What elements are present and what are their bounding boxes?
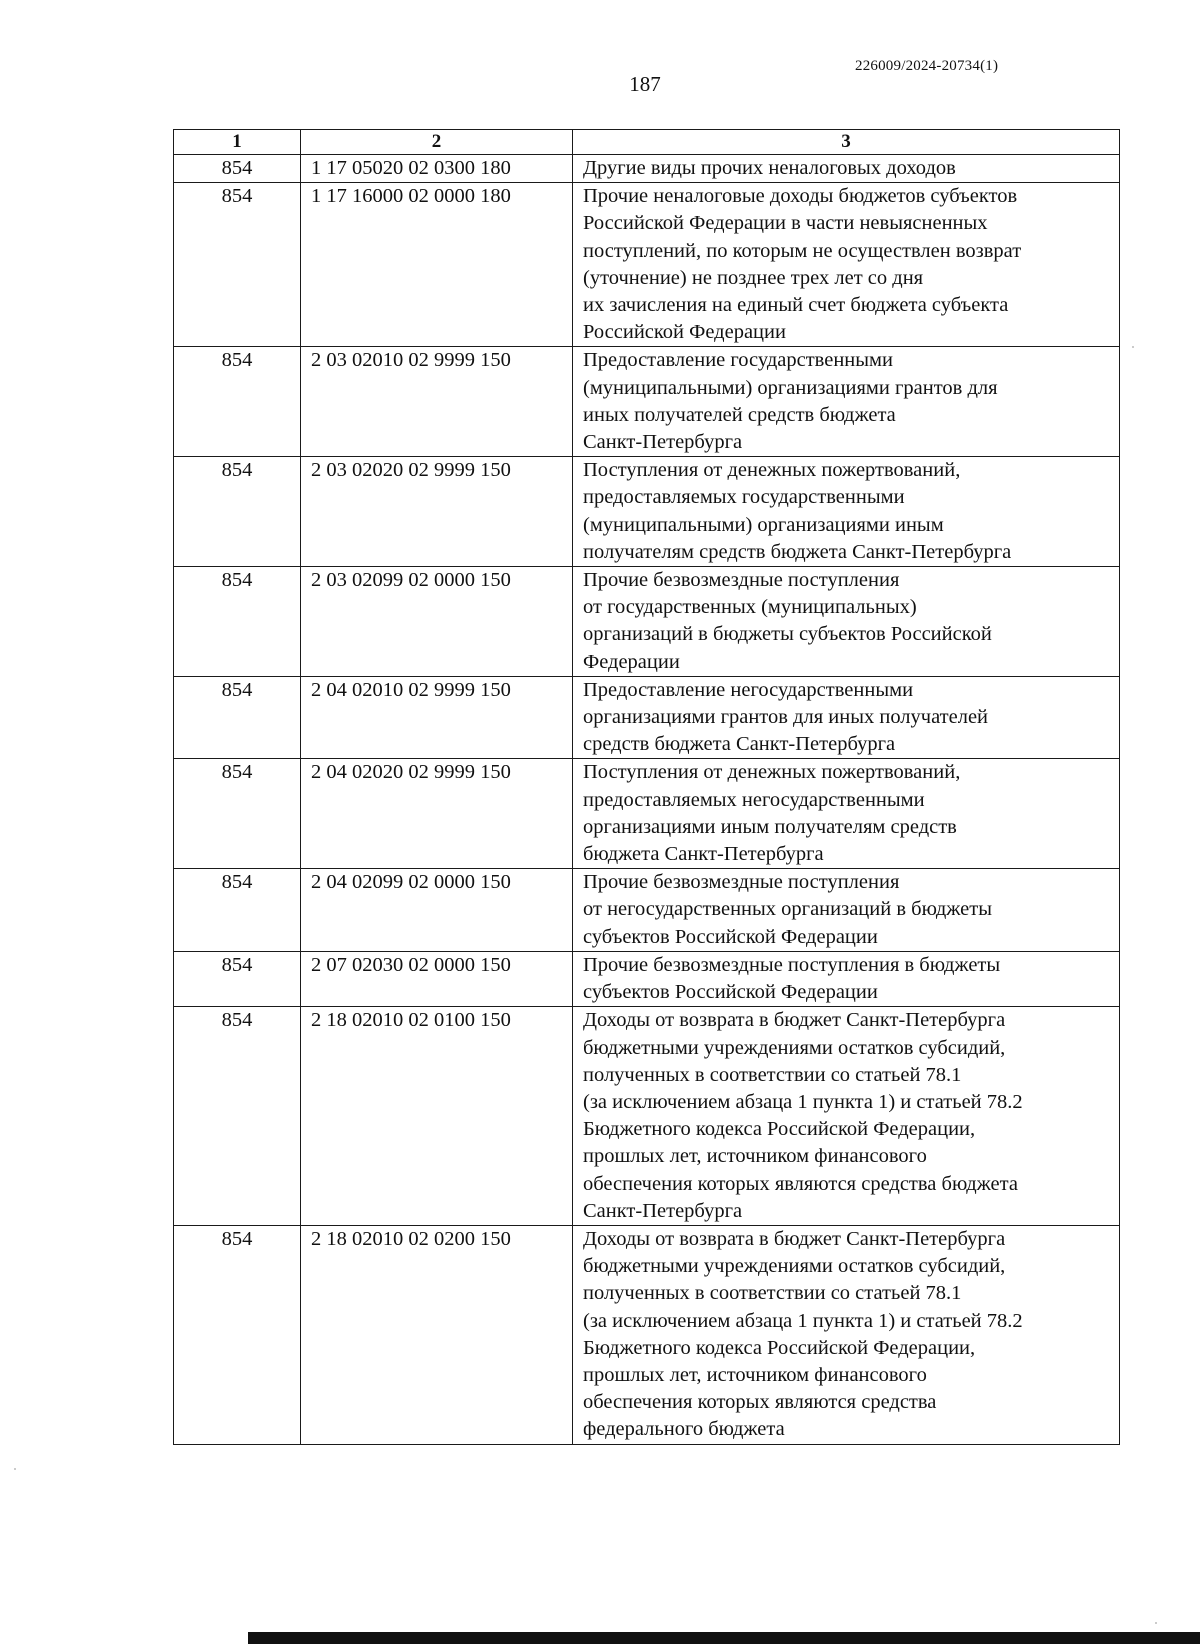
revenue-name-cell [573, 567, 1120, 677]
admin-code-cell: 854 [174, 759, 301, 869]
budget-code-cell: 2 03 02010 02 9999 150 [301, 347, 573, 457]
table-row [174, 1225, 1120, 1444]
revenue-name-cell [573, 457, 1120, 567]
revenue-name-line: Доходы от возврата в бюджет Санкт-Петербурга [583, 1009, 1006, 1032]
table-header-row [174, 130, 1120, 155]
revenue-name-line: (муниципальными) организациями иным [583, 513, 944, 536]
revenue-name-cell [573, 759, 1120, 869]
revenue-name-line: Бюджетного кодекса Российской Федерации, [583, 1118, 976, 1141]
revenue-name-line: Российской Федерации [583, 321, 786, 344]
admin-code-cell: 854 [174, 347, 301, 457]
revenue-name-line: предоставляемых негосударственными [583, 788, 925, 811]
page-number: 187 [629, 72, 661, 96]
scan-edge-bar [248, 1632, 1200, 1644]
budget-code-cell: 2 18 02010 02 0100 150 [301, 1007, 573, 1226]
table-row [174, 155, 1120, 183]
revenue-name-line: Бюджетного кодекса Российской Федерации, [583, 1336, 976, 1359]
admin-code-cell: 854 [174, 567, 301, 677]
table-header [174, 130, 1120, 155]
revenue-name-line: от государственных (муниципальных) [583, 596, 917, 619]
revenue-name-line: прошлых лет, источником финансового [583, 1363, 927, 1386]
revenue-name-line: федерального бюджета [583, 1418, 785, 1441]
revenue-name-cell [573, 869, 1120, 952]
revenue-name-cell [573, 676, 1120, 759]
column-header-1: 1 [174, 130, 301, 155]
budget-code-cell: 2 04 02099 02 0000 150 [301, 869, 573, 952]
revenue-name-line: Поступления от денежных пожертвований, [583, 761, 961, 784]
revenue-name-line: поступлений, по которым не осуществлен возврат [583, 239, 1022, 262]
revenue-name-line: полученных в соответствии со статьей 78.1 [583, 1063, 962, 1086]
table-row [174, 1007, 1120, 1226]
revenue-name-line: Прочие безвозмездные поступления [583, 871, 900, 894]
revenue-name-line: Прочие безвозмездные поступления в бюджеты [583, 953, 1001, 976]
revenue-name-line: обеспечения которых являются средства бюджета [583, 1172, 1018, 1195]
revenue-name-line: организациями иным получателям средств [583, 815, 957, 838]
revenue-name-line: Предоставление государственными [583, 349, 893, 372]
table-row [174, 869, 1120, 952]
admin-code-cell: 854 [174, 183, 301, 347]
table-row [174, 676, 1120, 759]
revenue-name-line: Предоставление негосударственными [583, 678, 914, 701]
revenue-name-line: (за исключением абзаца 1 пункта 1) и статьей 78.2 [583, 1309, 1023, 1332]
table-row [174, 183, 1120, 347]
revenue-name-line: Прочие неналоговые доходы бюджетов субъектов [583, 185, 1018, 208]
revenue-name-line: Прочие безвозмездные поступления [583, 569, 900, 592]
revenue-name-cell [573, 1007, 1120, 1226]
document-registration-number: 226009/2024-20734(1) [855, 58, 999, 74]
revenue-name-line: Другие виды прочих неналоговых доходов [583, 157, 956, 179]
revenue-name-cell [573, 951, 1120, 1006]
column-header-3: 3 [573, 130, 1120, 155]
budget-code-cell: 2 03 02020 02 9999 150 [301, 457, 573, 567]
budget-code-cell: 2 18 02010 02 0200 150 [301, 1225, 573, 1444]
table-row [174, 567, 1120, 677]
table-row [174, 951, 1120, 1006]
revenue-name-line: организациями грантов для иных получателей [583, 706, 989, 729]
revenue-name-line: организаций в бюджеты субъектов Российской [583, 623, 992, 646]
revenue-name-line: обеспечения которых являются средства [583, 1391, 937, 1414]
revenue-name-line: предоставляемых государственными [583, 486, 905, 509]
revenue-name-line: от негосударственных организаций в бюджеты [583, 898, 993, 921]
revenue-name-line: бюджета Санкт-Петербурга [583, 843, 824, 866]
admin-code-cell: 854 [174, 951, 301, 1006]
budget-code-cell: 1 17 05020 02 0300 180 [301, 155, 573, 183]
admin-code-cell: 854 [174, 1225, 301, 1444]
revenue-name-line: получателям средств бюджета Санкт-Петербурга [583, 540, 1012, 563]
revenue-name-cell [573, 155, 1120, 183]
revenue-name-line: бюджетными учреждениями остатков субсидий, [583, 1255, 1006, 1278]
revenue-name-line: Санкт-Петербурга [583, 431, 743, 454]
column-header-2: 2 [301, 130, 573, 155]
table-row [174, 457, 1120, 567]
budget-classification-table [173, 129, 1120, 1445]
revenue-name-line: бюджетными учреждениями остатков субсидий, [583, 1036, 1006, 1059]
revenue-name-line: их зачисления на единый счет бюджета субъекта [583, 294, 1009, 317]
revenue-name-line: средств бюджета Санкт-Петербурга [583, 733, 896, 756]
revenue-name-line: субъектов Российской Федерации [583, 925, 878, 948]
revenue-name-line: иных получателей средств бюджета [583, 403, 896, 426]
budget-code-cell: 2 04 02020 02 9999 150 [301, 759, 573, 869]
revenue-name-cell [573, 347, 1120, 457]
table-row [174, 347, 1120, 457]
admin-code-cell: 854 [174, 1007, 301, 1226]
revenue-name-line: полученных в соответствии со статьей 78.1 [583, 1282, 962, 1305]
scan-speck [1132, 346, 1134, 348]
revenue-name-line: Федерации [583, 650, 680, 673]
budget-code-cell: 1 17 16000 02 0000 180 [301, 183, 573, 347]
budget-code-cell: 2 07 02030 02 0000 150 [301, 951, 573, 1006]
revenue-name-line: (муниципальными) организациями грантов для [583, 376, 998, 399]
revenue-name-cell [573, 183, 1120, 347]
table-row [174, 759, 1120, 869]
revenue-name-line: (за исключением абзаца 1 пункта 1) и статьей 78.2 [583, 1090, 1023, 1113]
budget-code-cell: 2 04 02010 02 9999 150 [301, 676, 573, 759]
admin-code-cell: 854 [174, 155, 301, 183]
admin-code-cell: 854 [174, 676, 301, 759]
revenue-name-line: Доходы от возврата в бюджет Санкт-Петербурга [583, 1227, 1006, 1250]
revenue-name-line: Российской Федерации в части невыясненных [583, 212, 988, 235]
revenue-name-cell [573, 1225, 1120, 1444]
budget-code-cell: 2 03 02099 02 0000 150 [301, 567, 573, 677]
revenue-name-line: Поступления от денежных пожертвований, [583, 459, 961, 482]
revenue-name-line: субъектов Российской Федерации [583, 981, 878, 1004]
revenue-name-line: (уточнение) не позднее трех лет со дня [583, 266, 924, 289]
table-body [174, 155, 1120, 1445]
revenue-name-line: Санкт-Петербурга [583, 1199, 743, 1222]
scan-speck [14, 1468, 16, 1470]
admin-code-cell: 854 [174, 457, 301, 567]
revenue-name-line: прошлых лет, источником финансового [583, 1145, 927, 1168]
scan-speck [1155, 1622, 1157, 1624]
admin-code-cell: 854 [174, 869, 301, 952]
